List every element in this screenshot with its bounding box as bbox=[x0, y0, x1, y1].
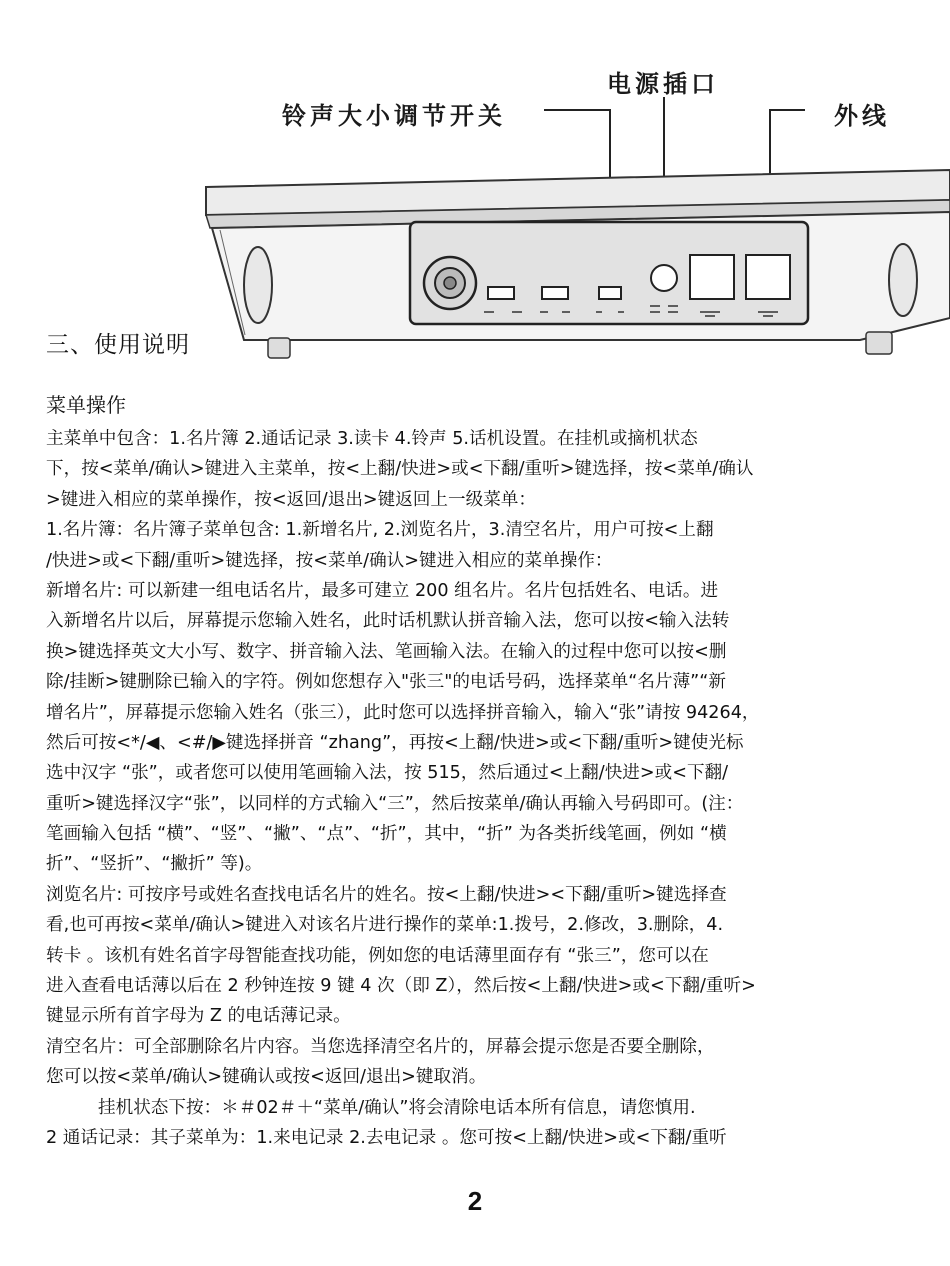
on-off-switch bbox=[488, 287, 514, 299]
right-foot bbox=[866, 332, 892, 354]
phone-jack-1 bbox=[690, 255, 734, 299]
outside-line-label: 外线 bbox=[834, 102, 890, 130]
text-line: 除/挂断>键删除已输入的字符。例如您想存入"张三"的电话号码，选择菜单“名片薄”“新 bbox=[46, 672, 726, 693]
text-line: 折”、“竖折”、“撇折” 等)。 bbox=[46, 854, 263, 875]
phone-rear-diagram bbox=[0, 0, 950, 370]
power-port-label: 电源插口 bbox=[607, 70, 719, 98]
text-line: 换>键选择英文大小写、数字、拼音输入法、笔画输入法。在输入的过程中您可以按<删 bbox=[46, 641, 727, 662]
text-line: 您可以按<菜单/确认>键确认或按<返回/退出>键取消。 bbox=[46, 1067, 487, 1088]
text-line: 2 通话记录：其子菜单为：1.来电记录 2.去电记录 。您可按<上翻/快进>或<下翻/重听 bbox=[46, 1127, 727, 1148]
volume-switch bbox=[542, 287, 568, 299]
power-jack bbox=[651, 265, 677, 291]
body-text bbox=[46, 424, 918, 1153]
text-line: 重听>键选择汉字“张”，以同样的方式输入“三”，然后按菜单/确认再输入号码即可。(注： bbox=[46, 793, 744, 814]
text-line: 键显示所有首字母为 Z 的电话薄记录。 bbox=[46, 1006, 351, 1027]
text-line: 转卡 。该机有姓名首字母智能查找功能，例如您的电话薄里面存有 “张三”，您可以在 bbox=[46, 945, 709, 966]
section-title: 三、使用说明 bbox=[46, 332, 190, 358]
phone-rear-illustration bbox=[0, 0, 950, 370]
ringer-switch-label: 铃声大小调节开关 bbox=[282, 102, 506, 130]
text-line: 增名片”，屏幕提示您输入姓名（张三），此时您可以选择拼音输入，输入“张”请按 94264， bbox=[46, 702, 760, 723]
text-line: 笔画输入包括 “横”、“竖”、“撇”、“点”、“折”，其中，“折” 为各类折线笔画，例如 “横 bbox=[46, 824, 727, 845]
page-number: 2 bbox=[467, 1186, 483, 1216]
text-line: 选中汉字 “张”，或者您可以使用笔画输入法，按 515，然后通过<上翻/快进>或<下翻/ bbox=[46, 763, 729, 784]
outside-line-jack bbox=[746, 255, 790, 299]
ringer-switch bbox=[599, 287, 621, 299]
text-line: 挂机状态下按：＊＃02＃＋“菜单/确认”将会清除电话本所有信息，请您慎用. bbox=[98, 1097, 696, 1118]
text-line: 下，按<菜单/确认>键进入主菜单，按<上翻/快进>或<下翻/重听>键选择，按<菜单/确认 bbox=[46, 459, 754, 480]
text-line: /快进>或<下翻/重听>键选择，按<菜单/确认>键进入相应的菜单操作： bbox=[46, 550, 613, 571]
text-line: 看,也可再按<菜单/确认>键进入对该名片进行操作的菜单:1.拨号，2.修改，3.删除，4. bbox=[46, 915, 724, 936]
left-foot bbox=[268, 338, 290, 358]
text-line: 清空名片：可全部删除名片内容。当您选择清空名片的，屏幕会提示您是否要全删除， bbox=[46, 1036, 715, 1057]
left-side-bump bbox=[244, 247, 272, 323]
text-line: 主菜单中包含：1.名片簿 2.通话记录 3.读卡 4.铃声 5.话机设置。在挂机或摘机状态 bbox=[46, 429, 698, 449]
text-line: 进入查看电话薄以后在 2 秒钟连按 9 键 4 次（即 Z），然后按<上翻/快进>或<下翻/重听> bbox=[46, 976, 756, 997]
right-side-bump bbox=[889, 244, 917, 316]
text-line: 新增名片: 可以新建一组电话名片，最多可建立 200 组名片。名片包括姓名、电话。进 bbox=[46, 580, 719, 601]
text-line: 浏览名片: 可按序号或姓名查找电话名片的姓名。按<上翻/快进><下翻/重听>键选择查 bbox=[46, 884, 727, 905]
text-line: 1.名片簿：名片簿子菜单包含: 1.新增名片, 2.浏览名片，3.清空名片，用户可按<上翻 bbox=[46, 520, 714, 541]
text-line: 然后可按<*/◀、<#/▶键选择拼音 “zhang”，再按<上翻/快进>或<下翻/重听>键使光标 bbox=[46, 732, 744, 753]
text-line: >键进入相应的菜单操作，按<返回/退出>键返回上一级菜单： bbox=[46, 489, 536, 510]
text-line: 入新增名片以后，屏幕提示您输入姓名，此时话机默认拼音输入法，您可以按<输入法转 bbox=[46, 611, 730, 632]
subsection-title: 菜单操作 bbox=[46, 393, 126, 417]
